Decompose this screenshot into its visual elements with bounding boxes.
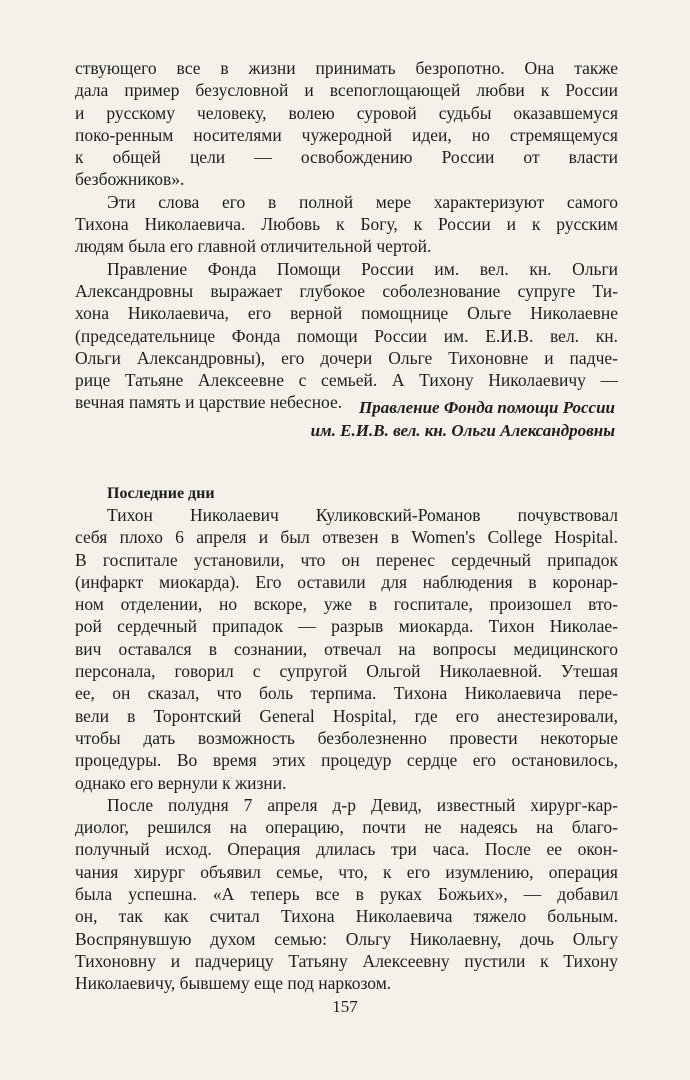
text-line: вич оставался в сознании, отвечал на вопросы медицинского: [75, 638, 618, 659]
text-line: вечная память и царствие небесное.: [75, 392, 343, 413]
page-number: 157: [332, 997, 358, 1016]
text-line: В госпитале установили, что он перенес сердечный припадок: [75, 549, 618, 570]
text-line: ее, он сказал, что боль терпима. Тихона Николаевича пере-: [75, 683, 618, 704]
text-line: людям была его главной отличительной чертой.: [75, 236, 432, 257]
text-line: Воспрянувшую духом семью: Ольгу Николаевну, дочь Ольгу: [75, 928, 618, 949]
text-block-bottom: [75, 504, 618, 995]
text-line: поко-ренным носителями чужеродной идеи, но стремящемуся: [75, 124, 618, 145]
text-line: персонала, говорил с супругой Ольгой Николаевной. Утешая: [75, 661, 618, 682]
text-line: дала пример безусловной и всепоглощающей любви к России: [75, 80, 618, 101]
text-line: Правление Фонда Помощи России им. вел. кн. Ольги: [107, 258, 618, 279]
text-line: была успешна. «А теперь все в руках Божьих», — добавил: [75, 884, 618, 905]
text-line: ствующего все в жизни принимать безропотно. Она также: [75, 58, 618, 78]
text-line: к общей цели — освобождению России от власти: [75, 147, 618, 168]
signature-line-1: Правление Фонда помощи России: [359, 398, 615, 417]
text-line: Эти слова его в полной мере характеризуют самого: [107, 191, 618, 212]
text-line: процедуры. Во время этих процедур сердце его остановилось,: [75, 750, 618, 771]
text-line: Николаевичу, бывшему еще под наркозом.: [75, 973, 392, 994]
text-line: ном отделении, но вскоре, уже в госпитале, произошел вто-: [75, 594, 618, 615]
text-line: и русскому человеку, волею суровой судьбы оказавшемуся: [75, 102, 618, 123]
text-line: чтобы дать возможность безболезненно провести некоторые: [75, 727, 618, 748]
text-line: Тихона Николаевича. Любовь к Богу, к России и к русским: [75, 214, 618, 235]
signature-line-2: им. Е.И.В. вел. кн. Ольги Александровны: [310, 421, 615, 440]
text-line: После полудня 7 апреля д-р Девид, известный хирург-кар-: [107, 794, 618, 815]
text-line: чания хирург объявил семье, что, к его изумлению, операция: [75, 861, 618, 882]
text-line: Тихоновну и падчерицу Татьяну Алексеевну пустили к Тихону: [75, 950, 618, 971]
text-line: (инфаркт миокарда). Его оставили для наблюдения в коронар-: [75, 571, 618, 592]
text-line: Ольги Александровны), его дочери Ольге Тихоновне и падче-: [75, 347, 618, 368]
text-line: хона Николаевича, его верной помощнице Ольге Николаевне: [75, 303, 618, 324]
text-line: безбожников».: [75, 169, 185, 190]
text-line: он, так как считал Тихона Николаевича тяжело больным.: [75, 906, 618, 927]
text-line: однако его вернули к жизни.: [75, 772, 287, 793]
text-block-top: [75, 57, 618, 414]
text-line: диолог, решился на операцию, почти не надеясь на благо-: [75, 817, 618, 838]
text-line: Александровны выражает глубокое соболезнование супруге Ти-: [75, 280, 618, 301]
text-line: рой сердечный припадок — разрыв миокарда. Тихон Николае-: [75, 616, 618, 637]
text-line: себя плохо 6 апреля и был отвезен в Women's College Hospital.: [75, 527, 618, 548]
text-line: (председательнице Фонда помощи России им. Е.И.В. вел. кн.: [75, 325, 618, 346]
text-line: получный исход. Операция длилась три часа. После ее окон-: [75, 839, 618, 860]
text-line: вели в Торонтский General Hospital, где его анестезировали,: [75, 705, 618, 726]
section-heading: Последние дни: [107, 485, 215, 502]
text-line: Тихон Николаевич Куликовский-Романов почувствовал: [107, 505, 618, 525]
text-line: рице Татьяне Алексеевне с семьей. А Тихону Николаевичу —: [75, 370, 618, 391]
